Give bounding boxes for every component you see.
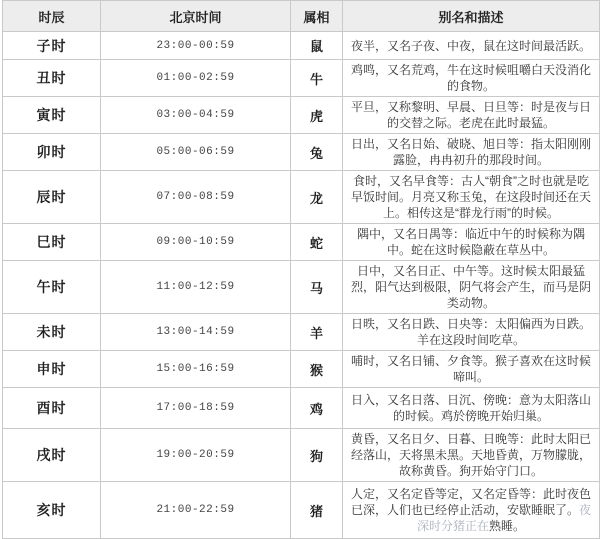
- table-row: [3, 32, 600, 60]
- hour-cell: 未时: [3, 314, 101, 351]
- time-cell: 13:00-14:59: [101, 314, 291, 351]
- time-cell: 11:00-12:59: [101, 261, 291, 314]
- zodiac-cell: 狗: [291, 429, 343, 482]
- time-cell: 23:00-00:59: [101, 32, 291, 60]
- description-cell: [343, 134, 600, 171]
- description-text: 日中，又名日正、中午等。这时候太阳最猛烈，阳气达到极限，阴气将会产生，而马是阴类动物。: [350, 264, 591, 310]
- table-row: [3, 482, 600, 539]
- zodiac-cell: 兔: [291, 134, 343, 171]
- description-text: 日入，又名日落、日沉、傍晚：意为太阳落山的时候。鸡於傍晚开始归巢。: [350, 393, 591, 423]
- description-cell: [343, 482, 600, 539]
- hour-cell: 子时: [3, 32, 101, 60]
- time-cell: 03:00-04:59: [101, 97, 291, 134]
- description-text: 日昳，又名日跌、日央等：太阳偏西为日跌。羊在这段时间吃草。: [350, 317, 591, 347]
- time-cell: 07:00-08:59: [101, 171, 291, 224]
- table-header: [3, 1, 600, 32]
- table-row: [3, 60, 600, 97]
- description-text: 隅中，又名日禺等：临近中午的时候称为隅中。蛇在这时候隐蔽在草丛中。: [356, 227, 585, 257]
- table-row: [3, 224, 600, 261]
- zodiac-cell: 羊: [291, 314, 343, 351]
- time-cell: 21:00-22:59: [101, 482, 291, 539]
- hour-cell: 亥时: [3, 482, 101, 539]
- description-end-text: 熟睡。: [489, 519, 526, 533]
- table-row: [3, 134, 600, 171]
- description-text: 平旦，又称黎明、早晨、日旦等：时是夜与日的交替之际。老虎在此时最猛。: [350, 100, 591, 130]
- table-row: [3, 171, 600, 224]
- description-cell: [343, 429, 600, 482]
- description-text: 食时，又名早食等：古人“朝食”之时也就是吃早饭时间。月亮又称玉兔，在这段时间还在天上。相传这是“群龙行雨”的时候。: [350, 174, 591, 220]
- hour-cell: 丑时: [3, 60, 101, 97]
- description-cell: [343, 388, 600, 429]
- hour-cell: 卯时: [3, 134, 101, 171]
- description-faded-text: 夜深时分猪正在: [416, 503, 592, 533]
- zodiac-cell: 鼠: [291, 32, 343, 60]
- zodiac-cell: 牛: [291, 60, 343, 97]
- description-text: 哺时，又名日铺、夕食等。猴子喜欢在这时候啼叫。: [350, 354, 591, 384]
- hour-cell: 酉时: [3, 388, 101, 429]
- description-cell: [343, 314, 600, 351]
- description-text: 日出，又名日始、破晓、旭日等：指太阳刚刚露脸，冉冉初升的那段时间。: [350, 137, 591, 167]
- zodiac-cell: 龙: [291, 171, 343, 224]
- hour-cell: 巳时: [3, 224, 101, 261]
- description-cell: [343, 261, 600, 314]
- hour-cell: 戌时: [3, 429, 101, 482]
- zodiac-cell: 马: [291, 261, 343, 314]
- time-cell: 15:00-16:59: [101, 351, 291, 388]
- header-zodiac: 属相: [291, 1, 343, 32]
- time-cell: 05:00-06:59: [101, 134, 291, 171]
- header-row: [3, 1, 600, 32]
- time-cell: 09:00-10:59: [101, 224, 291, 261]
- hour-cell: 午时: [3, 261, 101, 314]
- zodiac-cell: 猴: [291, 351, 343, 388]
- description-cell: [343, 351, 600, 388]
- table-row: [3, 261, 600, 314]
- table-row: [3, 388, 600, 429]
- header-description: 别名和描述: [343, 1, 600, 32]
- table-row: [3, 429, 600, 482]
- time-cell: 17:00-18:59: [101, 388, 291, 429]
- description-text: 黄昏，又名日夕、日暮、日晚等：此时太阳已经落山，天将黑未黑。天地昏黄，万物朦胧，故称黄昏。狗开始守门口。: [350, 432, 591, 478]
- zodiac-cell: 蛇: [291, 224, 343, 261]
- header-hour: 时辰: [3, 1, 101, 32]
- table-row: [3, 314, 600, 351]
- description-cell: [343, 32, 600, 60]
- hour-cell: 寅时: [3, 97, 101, 134]
- time-cell: 19:00-20:59: [101, 429, 291, 482]
- description-cell: [343, 60, 600, 97]
- description-cell: [343, 224, 600, 261]
- zodiac-cell: 猪: [291, 482, 343, 539]
- hour-cell: 辰时: [3, 171, 101, 224]
- table-row: [3, 351, 600, 388]
- description-text: 人定，又名定昏等定，又名定昏等：此时夜色已深，人们也已经停止活动，安歇睡眠了。: [350, 487, 591, 517]
- header-beijing-time: 北京时间: [101, 1, 291, 32]
- time-cell: 01:00-02:59: [101, 60, 291, 97]
- table-row: [3, 97, 600, 134]
- shichen-table: [2, 0, 600, 539]
- zodiac-cell: 鸡: [291, 388, 343, 429]
- description-cell: [343, 97, 600, 134]
- zodiac-cell: 虎: [291, 97, 343, 134]
- hour-cell: 申时: [3, 351, 101, 388]
- description-cell: [343, 171, 600, 224]
- description-text: 鸡鸣，又名荒鸡，牛在这时候咀嚼白天没消化的食物。: [350, 63, 591, 93]
- description-text: 夜半，又名子夜、中夜，鼠在这时间最活跃。: [350, 38, 591, 53]
